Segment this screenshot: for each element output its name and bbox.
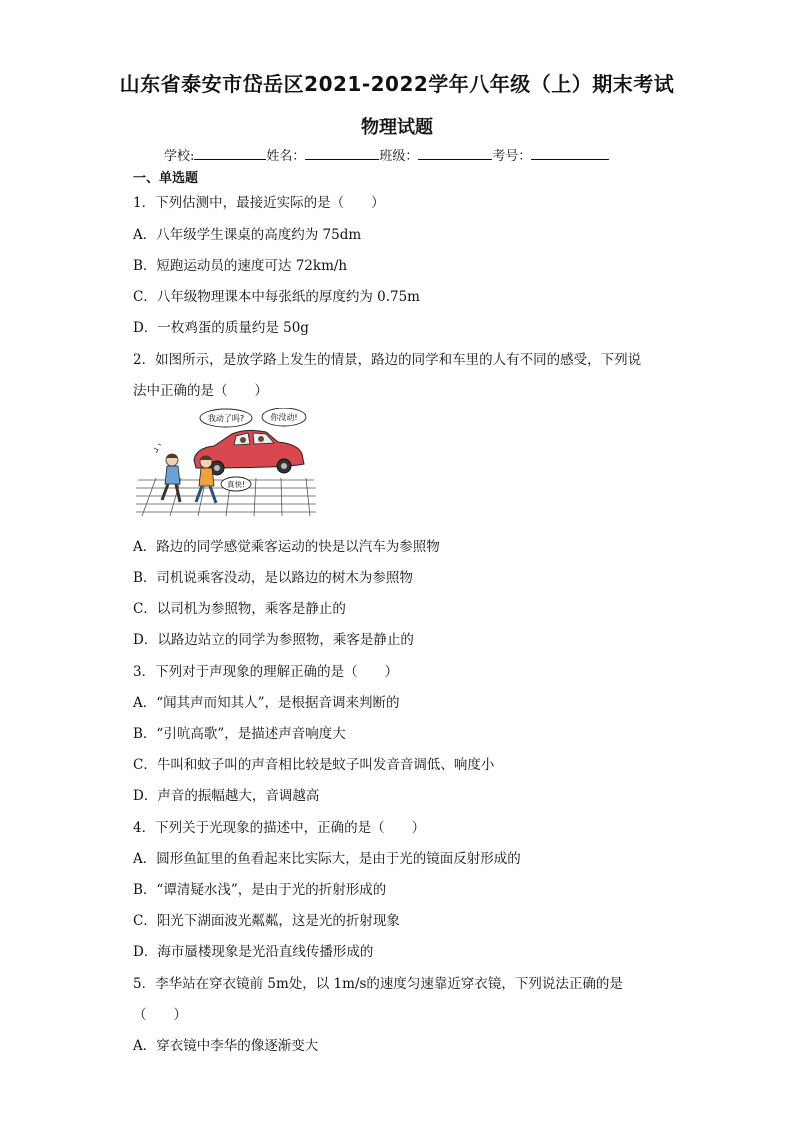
student-figure-1 xyxy=(162,454,180,502)
q2-option-a: A．路边的同学感觉乘客运动的快是以汽车为参照物 xyxy=(133,539,440,555)
q1-option-c: C．八年级物理课本中每张纸的厚度约为 0.75m xyxy=(133,289,420,305)
q4-option-b: B．“谭清疑水浅”，是由于光的折射形成的 xyxy=(133,882,387,898)
speech-bubble-3 xyxy=(221,477,251,491)
school-blank xyxy=(194,146,266,160)
q1-option-d: D．一枚鸡蛋的质量约是 50g xyxy=(133,320,309,336)
speech-bubble-2 xyxy=(262,408,306,426)
q1-option-a: A．八年级学生课桌的高度约为 75dm xyxy=(133,227,362,243)
q4-option-a: A．圆形鱼缸里的鱼看起来比实际大，是由于光的镜面反射形成的 xyxy=(133,851,521,867)
exam-title: 山东省泰安市岱岳区2021-2022学年八年级（上）期末考试 xyxy=(119,72,675,96)
q5-option-a: A．穿衣镜中李华的像逐渐变大 xyxy=(133,1038,319,1054)
q1-option-b: B．短跑运动员的速度可达 72km/h xyxy=(133,258,348,274)
section-title: 一、单选题 xyxy=(133,171,199,186)
speech-bubble-1 xyxy=(200,409,252,427)
q3-stem: 3．下列对于声现象的理解正确的是（ ） xyxy=(133,664,399,680)
q4-option-d: D．海市蜃楼现象是光沿直线传播形成的 xyxy=(133,944,374,960)
q2-option-b: B．司机说乘客没动，是以路边的树木为参照物 xyxy=(133,570,413,586)
q3-option-d: D．声音的振幅越大，音调越高 xyxy=(133,788,320,804)
bubble-text-1: 我动了吗? xyxy=(207,414,245,423)
student-info-row xyxy=(164,145,609,164)
q2-option-d: D．以路边站立的同学为参照物，乘客是静止的 xyxy=(133,632,414,648)
school-label: 学校: xyxy=(164,149,195,164)
class-label: 班级： xyxy=(379,149,419,164)
name-label: 姓名： xyxy=(266,149,306,164)
q5-stem-line1: 5．李华站在穿衣镜前 5m处，以 1m/s的速度匀速靠近穿衣镜，下列说法正确的是 xyxy=(133,976,623,992)
q4-option-c: C．阳光下湖面波光粼粼，这是光的折射现象 xyxy=(133,913,400,929)
id-blank xyxy=(531,146,609,160)
car-students-illustration xyxy=(136,408,316,518)
bubble-text-2: 你没动! xyxy=(270,413,298,422)
q5-stem-line2: （ ） xyxy=(133,1007,187,1023)
q3-option-b: B．“引吭高歌”，是描述声音响度大 xyxy=(133,726,346,742)
q1-stem: 1．下列估测中，最接近实际的是（ ） xyxy=(133,195,385,211)
q3-option-c: C．牛叫和蚊子叫的声音相比较是蚊子叫发音音调低、响度小 xyxy=(133,757,495,773)
q2-option-c: C．以司机为参照物，乘客是静止的 xyxy=(133,601,346,617)
name-blank xyxy=(305,146,379,160)
bubble-text-3: 真快! xyxy=(226,480,246,489)
class-blank xyxy=(418,146,492,160)
q3-option-a: A．“闻其声而知其人”，是根据音调来判断的 xyxy=(133,695,400,711)
id-label: 考号： xyxy=(492,149,532,164)
q2-stem-line1: 2．如图所示，是放学路上发生的情景，路边的同学和车里的人有不同的感受，下列说 xyxy=(133,352,642,368)
q4-stem: 4．下列关于光现象的描述中，正确的是（ ） xyxy=(133,820,426,836)
motion-lines xyxy=(154,444,161,453)
q2-stem-line2: 法中正确的是（ ） xyxy=(133,383,268,399)
exam-subtitle: 物理试题 xyxy=(361,117,433,138)
